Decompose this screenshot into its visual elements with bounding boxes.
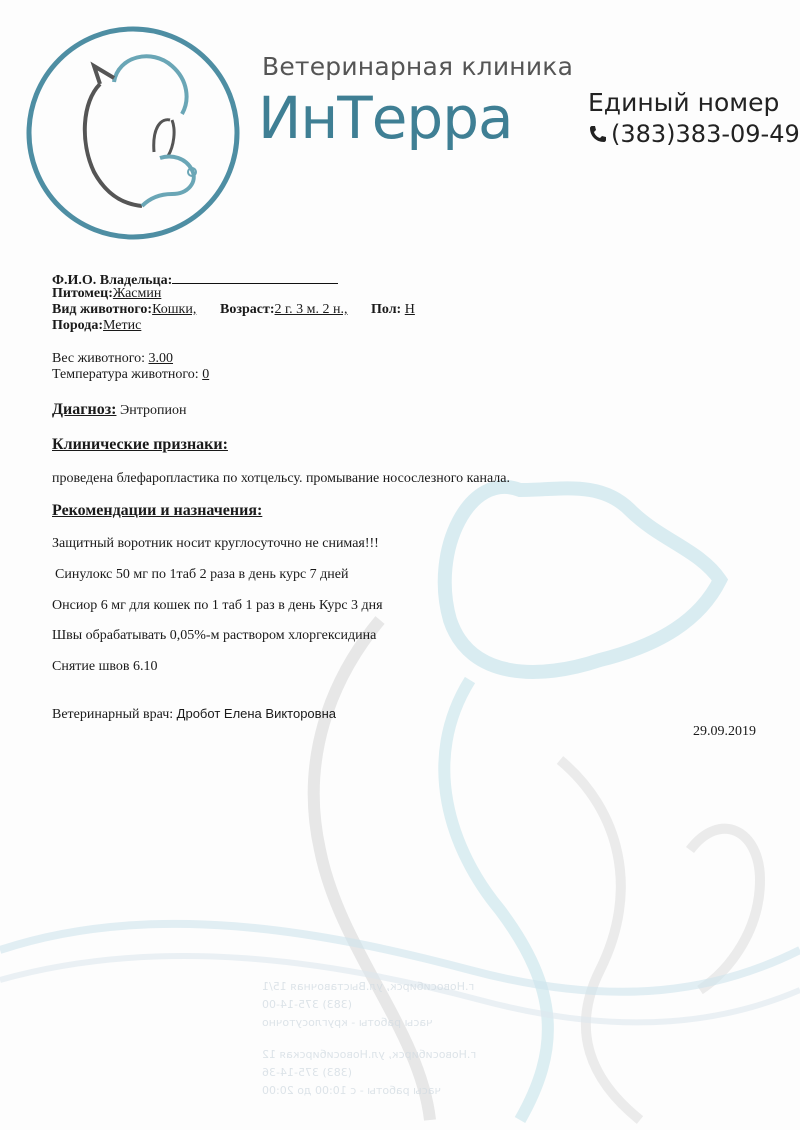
- pet-label: Питомец:: [52, 286, 113, 301]
- species-line: [52, 302, 196, 318]
- clinical-text: проведена блефаропластика по хотцельсу. промывание носослезного канала.: [52, 471, 511, 486]
- diagnosis-label: Диагноз:: [52, 401, 117, 418]
- phone-label: Единый номер: [588, 88, 780, 117]
- clinic-subtitle: Ветеринарная клиника: [262, 52, 574, 81]
- breed-label: Порода:: [52, 318, 104, 333]
- weight-label: Вес животного:: [52, 351, 146, 366]
- temperature-value: 0: [202, 367, 210, 382]
- clinic-name: ИнТерра: [258, 84, 513, 152]
- clinical-heading: Клинические признаки:: [52, 436, 228, 453]
- recommendation-item: Защитный воротник носит круглосуточно не снимая!!!: [52, 536, 379, 551]
- doctor-line: [52, 706, 336, 723]
- recommendation-item: Онсиор 6 мг для кошек по 1 таб 1 раз в день Курс 3 дня: [52, 598, 383, 613]
- age-line: [220, 302, 348, 318]
- diagnosis-value: Энтропион: [119, 403, 187, 418]
- footer-address: г.Новосибирск, ул.Новосибирская 12: [262, 1048, 477, 1061]
- sex-line: [371, 302, 415, 318]
- phone-row: [588, 120, 800, 148]
- doctor-name: Дробот Елена Викторовна: [176, 706, 336, 721]
- sex-label: Пол:: [371, 302, 402, 317]
- owner-value: [172, 270, 338, 284]
- recommendation-item: Снятие швов 6.10: [52, 659, 158, 674]
- sex-value: Н: [404, 302, 415, 317]
- age-label: Возраст:: [220, 302, 275, 317]
- temperature-line: [52, 367, 209, 383]
- phone-icon: [588, 124, 608, 144]
- owner-label: Ф.И.О. Владельца:: [52, 273, 173, 288]
- footer-address: г.Новосибирск, ул.Выставочная 15/1: [262, 980, 475, 993]
- temperature-label: Температура животного:: [52, 367, 199, 382]
- footer-phone: (383) 375-14-00: [262, 998, 353, 1011]
- document-date: 29.09.2019: [693, 724, 756, 739]
- recommendation-item: Синулокс 50 мг по 1таб 2 раза в день курс 7 дней: [55, 567, 349, 582]
- breed-value: Метис: [103, 318, 142, 333]
- doctor-label: Ветеринарный врач:: [52, 707, 174, 722]
- footer-hours: часы работы - с 10:00 до 20:00: [262, 1084, 442, 1097]
- species-label: Вид животного:: [52, 302, 153, 317]
- pet-value: Жасмин: [112, 286, 162, 301]
- recommendation-item: Швы обрабатывать 0,05%-м раствором хлоргексидина: [52, 628, 377, 643]
- species-value: Кошки,: [152, 302, 197, 317]
- recommendations-heading: Рекомендации и назначения:: [52, 502, 263, 519]
- age-value: 2 г. 3 м. 2 н.,: [274, 302, 348, 317]
- pet-line: [52, 286, 161, 302]
- phone-number: (383)383-09-49: [611, 120, 800, 148]
- breed-line: [52, 318, 141, 334]
- footer-phone: (383) 375-14-36: [262, 1066, 353, 1079]
- footer-hours: часы работы - круглосуточно: [262, 1016, 433, 1029]
- diagnosis-line: [52, 401, 186, 420]
- footer-contacts: [0, 970, 800, 1130]
- pets-logo-icon: [22, 22, 244, 244]
- weight-line: [52, 351, 173, 367]
- weight-value: 3.00: [148, 351, 174, 366]
